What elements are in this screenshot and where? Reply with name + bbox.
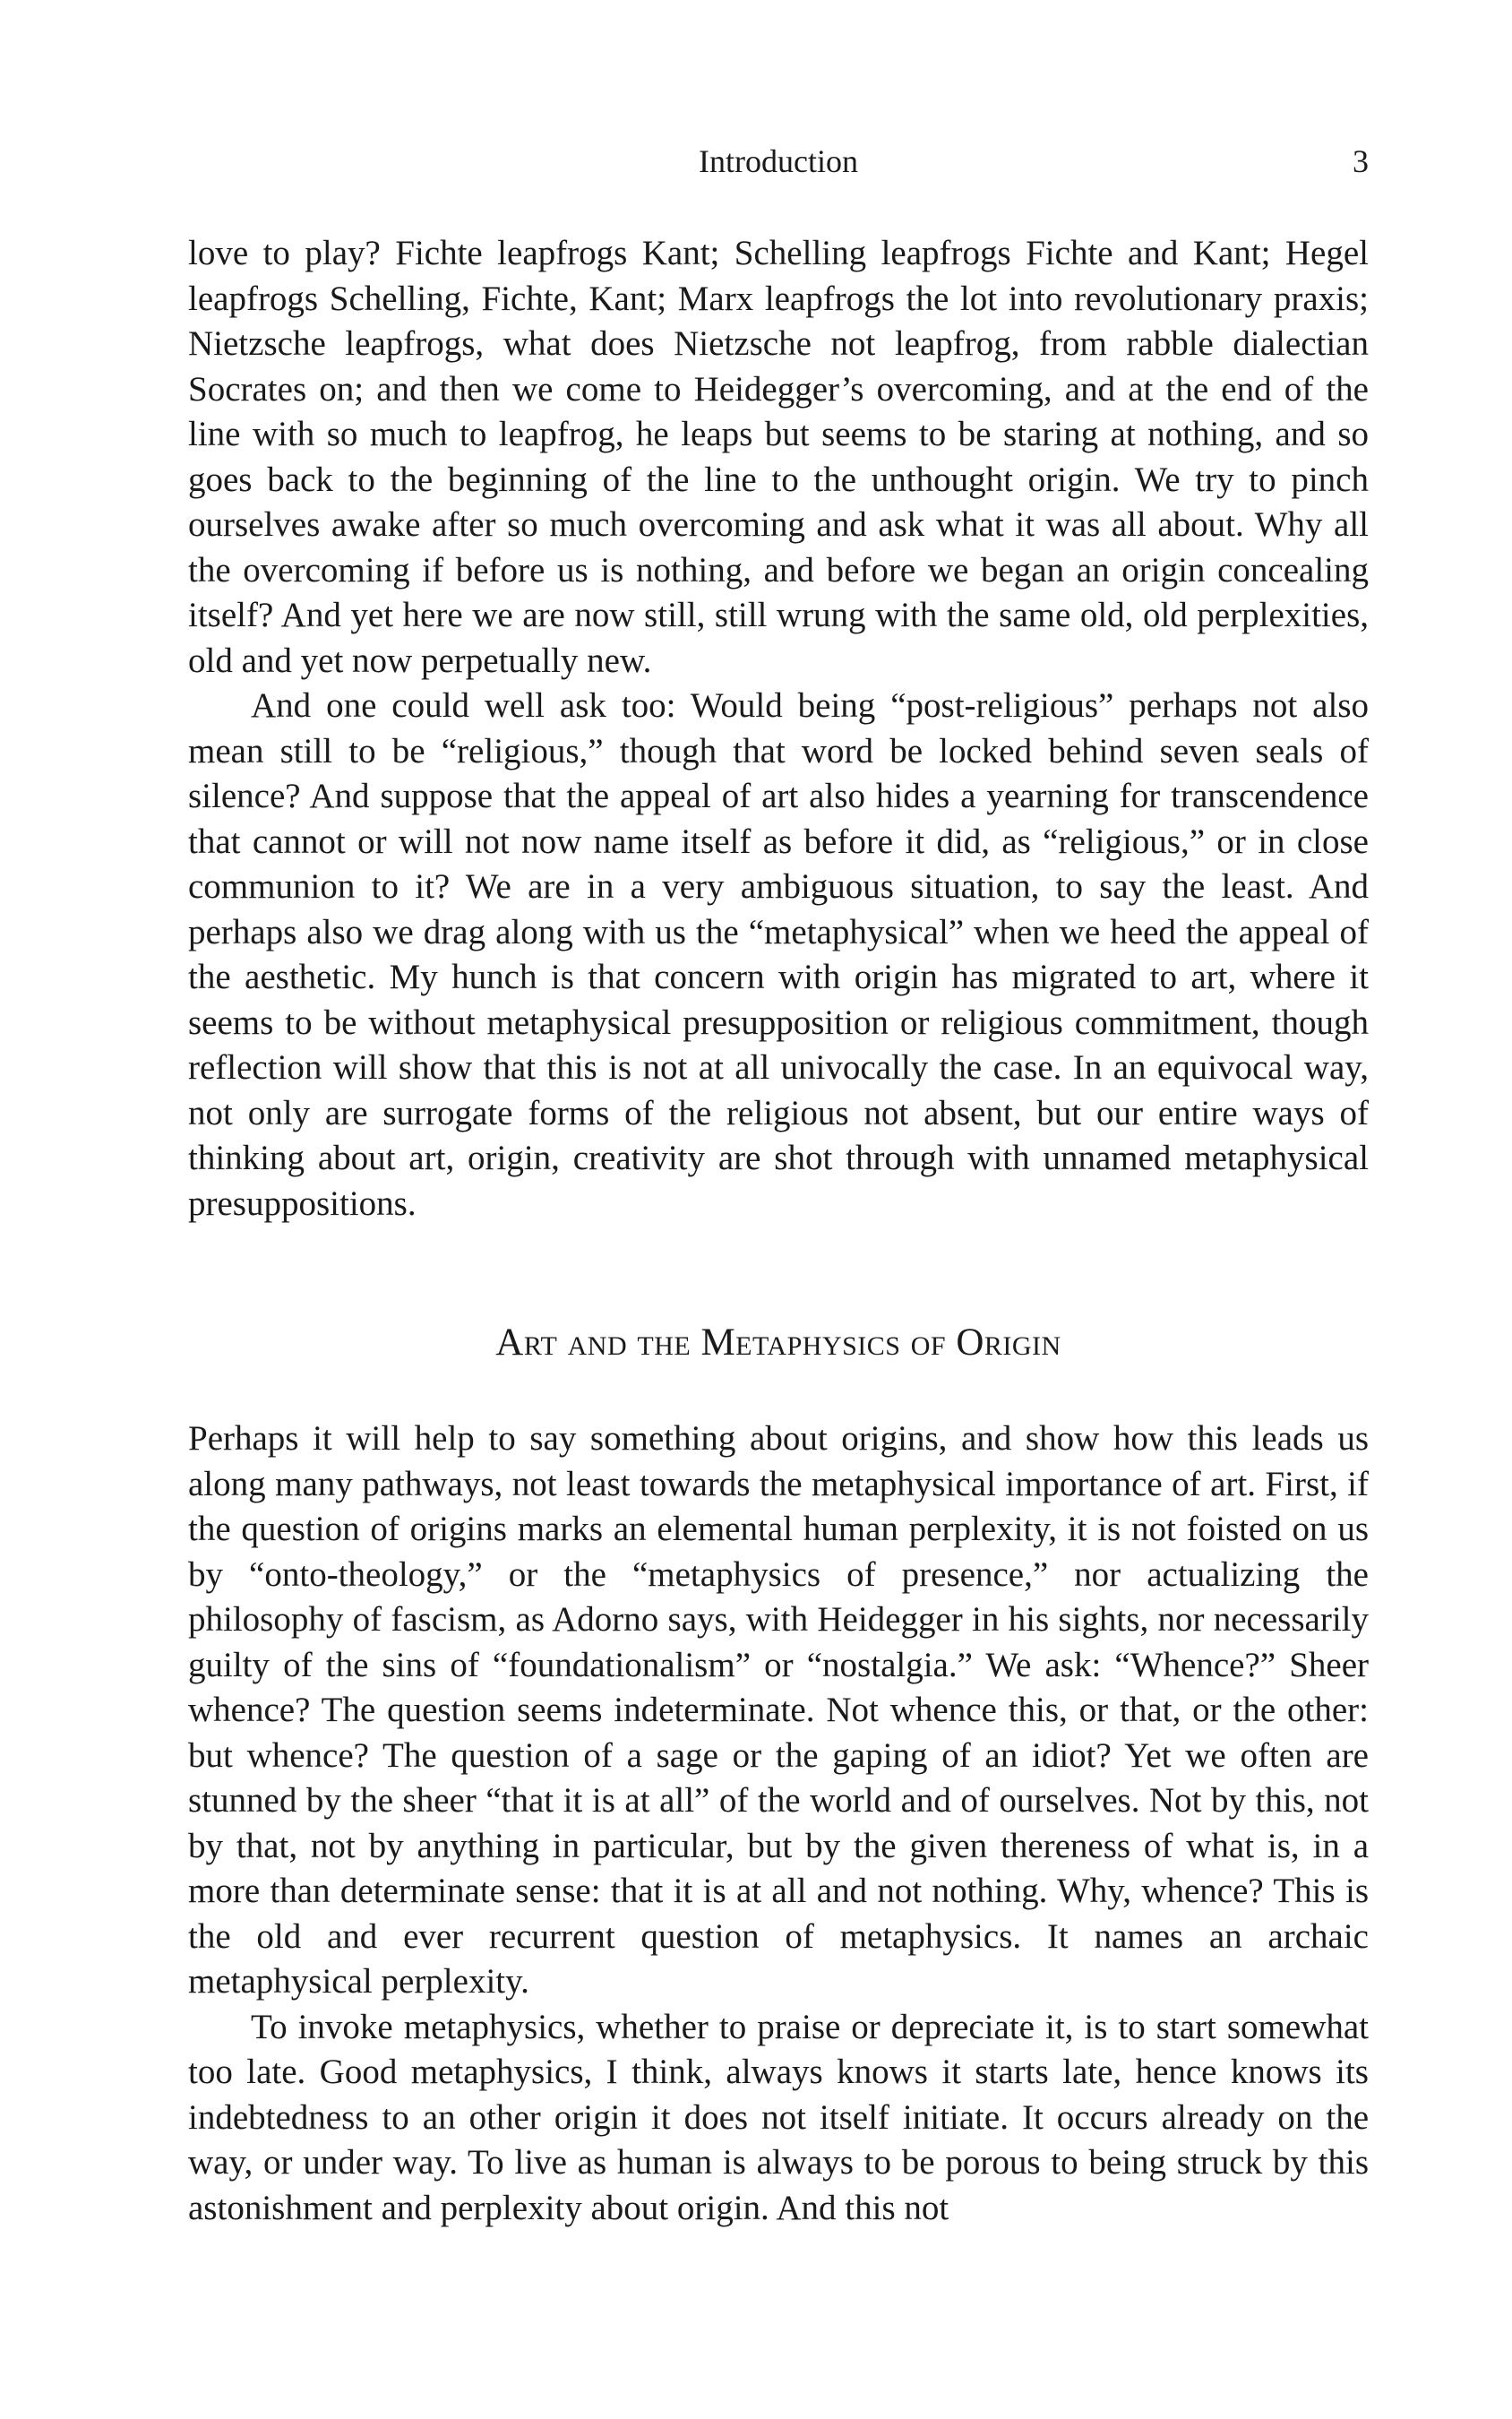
page-number: 3 [1353,143,1369,179]
book-page [188,143,1369,2231]
running-head [188,143,1369,197]
paragraph: And one could well ask too: Would being “post-religious” perhaps not also mean still to be “religious,” though that word be locked behind seven seals of silence? And suppose that the appeal of art also hides a yearning for transcendence that cannot or will not now name itself as before it did, as “religious,” or in close communion to it? We are in a very ambiguous situation, to say the least. And perhaps also we drag along with us the “metaphysical” when we heed the appeal of the aesthetic. My hunch is that concern with origin has migrated to art, where it seems to be without metaphysical presupposition or religious commitment, though reflection will show that this is not at all univocally the case. In an equivocal way, not only are surrogate forms of the religious not absent, but our entire ways of thinking about art, origin, creativity are shot through with unnamed metaphysical presuppositions. [188,686,1369,1223]
paragraph: Perhaps it will help to say something about origins, and show how this leads us along many pathways, not least towards the metaphysical importance of art. First, if the question of origins marks an elemental human perplexity, it is not foisted on us by “onto-theology,” or the “metaphysics of presence,” nor actualizing the philosophy of fascism, as Adorno says, with Heidegger in his sights, nor necessarily guilty of the sins of “foundationalism” or “nostalgia.” We ask: “Whence?” Sheer whence? The question seems indeterminate. Not whence this, or that, or the other: but whence? The question of a sage or the gaping of an idiot? Yet we often are stunned by the sheer “that it is at all” of the world and of ourselves. Not by this, not by that, not by anything in particular, but by the given thereness of what is, in a more than determinate sense: that it is at all and not nothing. Why, whence? This is the old and ever recurrent question of metaphysics. It names an archaic metaphysical perplexity. [188,1419,1369,2001]
paragraph: love to play? Fichte leapfrogs Kant; Schelling leapfrogs Fichte and Kant; Hegel leapfrogs Schelling, Fichte, Kant; Marx leapfrogs the lot into revolutionary praxis; Nietzsche leapfrogs, what does Nietzsche not leapfrog, from rabble dialectian Socrates on; and then we come to Heidegger’s overcoming, and at the end of the line with so much to leapfrog, he leaps but seems to be staring at nothing, and so goes back to the beginning of the line to the unthought origin. We try to pinch ourselves awake after so much overcoming and ask what it was all about. Why all the overcoming if before us is nothing, and before we began an origin concealing itself? And yet here we are now still, still wrung with the same old, old perplexities, old and yet now perpetually new. [188,234,1369,680]
running-head-title: Introduction [699,143,858,179]
paragraph: To invoke metaphysics, whether to praise or depreciate it, is to start somewhat too late. Good metaphysics, I think, always knows it starts late, hence knows its indebtedness to an other origin it does not itself initiate. It occurs already on the way, or under way. To live as human is always to be porous to being struck by this astonishment and perplexity about origin. And this not [188,2007,1369,2227]
section-heading: Art and the Metaphysics of Origin [495,1321,1061,1364]
body-text [188,231,1369,2231]
